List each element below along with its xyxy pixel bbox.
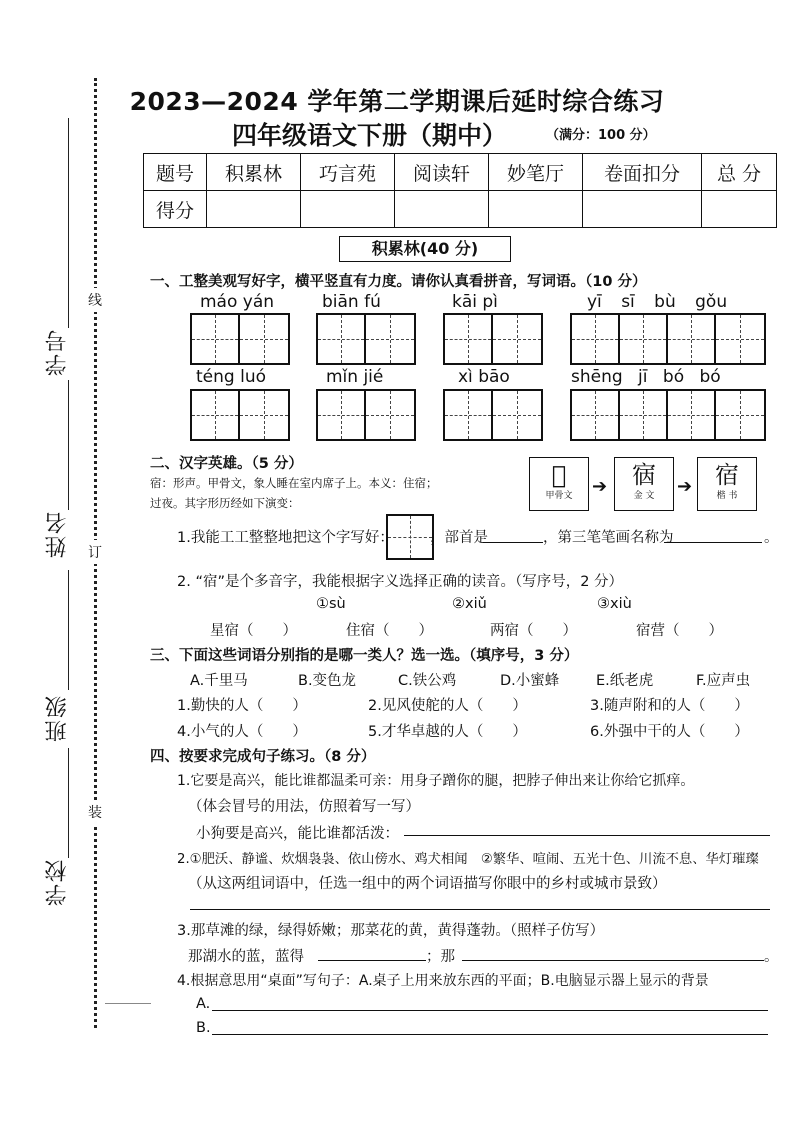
table-cell: 得分 xyxy=(144,191,207,228)
score-cell[interactable] xyxy=(583,191,702,228)
q2-sub2-text: 2. “宿”是个多音字，我能根据字义选择正确的读音。（写序号，2 分） xyxy=(177,574,624,590)
answer-label: A. xyxy=(196,996,211,1012)
question-1-title: 一、工整美观写好字，横平竖直有力度。请你认真看拼音，写词语。（10 分） xyxy=(150,274,647,290)
sentence-3-lead: 。 xyxy=(764,949,779,965)
sentence-3-lead: 那湖水的蓝，蓝得 xyxy=(188,949,304,965)
writing-grid[interactable] xyxy=(570,389,766,441)
option: C.铁公鸡 xyxy=(398,673,457,689)
score-cell[interactable] xyxy=(702,191,777,228)
table-cell: 卷面扣分 xyxy=(583,154,702,191)
table-cell: 积累林 xyxy=(207,154,301,191)
exam-subtitle: 四年级语文下册（期中） xyxy=(232,121,508,150)
table-cell: 巧言苑 xyxy=(301,154,395,191)
etymology-text: 过夜。其字形历经如下演变： xyxy=(150,496,300,510)
bronze-glyph: 㝛 xyxy=(632,461,656,489)
regular-glyph: 宿 xyxy=(715,461,739,489)
evolution-caption: 楷 书 xyxy=(716,491,738,501)
pinyin: kāi pì xyxy=(452,292,498,312)
evolution-box-bronze xyxy=(614,457,674,511)
writing-grid[interactable] xyxy=(316,313,416,365)
sentence-2-note: （从这两组词语中，任选一组中的两个词语描写你眼中的乡村或城市景致） xyxy=(188,876,667,892)
writing-grid[interactable] xyxy=(443,313,543,365)
writing-grid[interactable] xyxy=(443,389,543,441)
reading-option: ①sù xyxy=(316,596,346,612)
exam-title: 2023—2024 学年第二学期课后延时综合练习 xyxy=(129,87,665,116)
name-blank[interactable] xyxy=(68,380,69,510)
question-3-title: 三、下面这些词语分别指的是哪一类人？选一选。（填序号，3 分） xyxy=(150,648,579,664)
binding-mark-ding: 订 xyxy=(88,540,102,564)
reading-option: ②xiǔ xyxy=(452,596,487,612)
name-label: 姓名 xyxy=(45,510,70,558)
answer-line[interactable] xyxy=(404,835,770,836)
q2-sub1-text: ，部首是 xyxy=(430,530,488,546)
match-item[interactable]: 1.勤快的人（ ） xyxy=(177,698,307,714)
pinyin: biān fú xyxy=(322,292,381,312)
writing-grid[interactable] xyxy=(386,514,434,560)
option: E.纸老虎 xyxy=(596,673,654,689)
arrow-right-icon: ➔ xyxy=(592,476,608,497)
binding-mark-xian: 线 xyxy=(88,288,102,312)
evolution-box-regular xyxy=(697,457,757,511)
match-item[interactable]: 4.小气的人（ ） xyxy=(177,724,307,740)
pinyin: shēng jī bó bó xyxy=(571,367,721,387)
pinyin: máo yán xyxy=(200,292,275,312)
answer-blank[interactable] xyxy=(318,960,426,961)
option: D.小蜜蜂 xyxy=(500,673,560,689)
option: A.千里马 xyxy=(190,673,248,689)
sentence-1-note: （体会冒号的用法，仿照着写一写） xyxy=(188,799,420,815)
table-cell: 总 分 xyxy=(702,154,777,191)
evolution-box-oracle xyxy=(529,457,589,511)
score-table-header-row xyxy=(144,154,777,191)
student-no-blank[interactable] xyxy=(68,118,69,328)
match-item[interactable]: 3.随声附和的人（ ） xyxy=(590,698,749,714)
polyphone-word[interactable]: 宿营（ ） xyxy=(636,623,723,639)
section-heading: 积累林(40 分) xyxy=(339,236,511,262)
q2-sub1-text: 1.我能工工整整地把这个字写好： xyxy=(177,530,394,546)
school-label: 学校 xyxy=(45,858,70,906)
student-no-label: 学号 xyxy=(45,328,70,376)
writing-grid[interactable] xyxy=(316,389,416,441)
oracle-glyph: 𠈘 xyxy=(551,461,567,489)
option: F.应声虫 xyxy=(696,673,751,689)
score-table-score-row xyxy=(144,191,777,228)
answer-blank[interactable] xyxy=(462,960,764,961)
etymology-text: 宿：形声。甲骨文，象人睡在室内席子上。本义：住宿； xyxy=(150,476,438,490)
writing-grid[interactable] xyxy=(190,389,290,441)
answer-line[interactable] xyxy=(190,909,770,910)
polyphone-word[interactable]: 星宿（ ） xyxy=(210,623,297,639)
question-4-title: 四、按要求完成句子练习。（8 分） xyxy=(150,749,376,765)
score-cell[interactable] xyxy=(207,191,301,228)
pinyin: téng luó xyxy=(196,367,266,387)
score-cell[interactable] xyxy=(395,191,489,228)
pinyin: yī sī bù gǒu xyxy=(587,292,728,312)
polyphone-word[interactable]: 住宿（ ） xyxy=(346,623,433,639)
sentence-3-lead: ；那 xyxy=(426,949,455,965)
arrow-right-icon: ➔ xyxy=(677,476,693,497)
stroke-blank[interactable] xyxy=(664,542,762,543)
option: B.变色龙 xyxy=(298,673,357,689)
table-cell: 妙笔厅 xyxy=(489,154,583,191)
answer-line[interactable] xyxy=(212,1010,768,1011)
answer-label: B. xyxy=(196,1020,211,1036)
answer-line[interactable] xyxy=(212,1034,768,1035)
evolution-caption: 甲骨文 xyxy=(545,491,573,501)
question-2-title: 二、汉字英雄。（5 分） xyxy=(150,456,303,472)
class-label: 班级 xyxy=(45,694,70,742)
sentence-2: 2.①肥沃、静谧、炊烟袅袅、依山傍水、鸡犬相闻 ②繁华、喧闹、五光十色、川流不息、华灯璀璨 xyxy=(177,852,759,867)
evolution-caption: 金 文 xyxy=(633,491,655,501)
pinyin: xì bāo xyxy=(458,367,510,387)
writing-grid[interactable] xyxy=(190,313,290,365)
school-blank[interactable] xyxy=(68,748,69,858)
reading-option: ③xiù xyxy=(597,596,632,612)
polyphone-word[interactable]: 两宿（ ） xyxy=(490,623,577,639)
class-blank[interactable] xyxy=(68,570,69,690)
table-cell: 阅读轩 xyxy=(395,154,489,191)
binding-mark-zhuang: 装 xyxy=(88,800,102,824)
radical-blank[interactable] xyxy=(483,542,543,543)
score-cell[interactable] xyxy=(489,191,583,228)
writing-grid[interactable] xyxy=(570,313,766,365)
q2-sub1-text: ，第三笔笔画名称为 xyxy=(543,530,674,546)
match-item[interactable]: 2.见风使舵的人（ ） xyxy=(368,698,527,714)
q2-sub1-text: 。 xyxy=(764,530,779,546)
table-cell: 题号 xyxy=(144,154,207,191)
full-score: （满分：100 分） xyxy=(546,128,656,143)
sentence-1: 1.它要是高兴，能比谁都温柔可亲：用身子蹭你的腿，把脖子伸出来让你给它抓痒。 xyxy=(177,773,695,789)
match-item[interactable]: 5.才华卓越的人（ ） xyxy=(368,724,527,740)
sentence-4: 4.根据意思用“桌面”写句子：A.桌子上用来放东西的平面；B.电脑显示器上显示的背景 xyxy=(177,973,709,989)
score-cell[interactable] xyxy=(301,191,395,228)
score-table xyxy=(143,153,777,228)
sentence-3: 3.那草滩的绿，绿得娇嫩；那菜花的黄，黄得蓬勃。（照样子仿写） xyxy=(177,923,605,939)
pinyin: mǐn jié xyxy=(326,367,384,387)
stray-mark xyxy=(105,1003,151,1004)
sentence-1-lead: 小狗要是高兴，能比谁都活泼： xyxy=(196,826,399,842)
match-item[interactable]: 6.外强中干的人（ ） xyxy=(590,724,749,740)
